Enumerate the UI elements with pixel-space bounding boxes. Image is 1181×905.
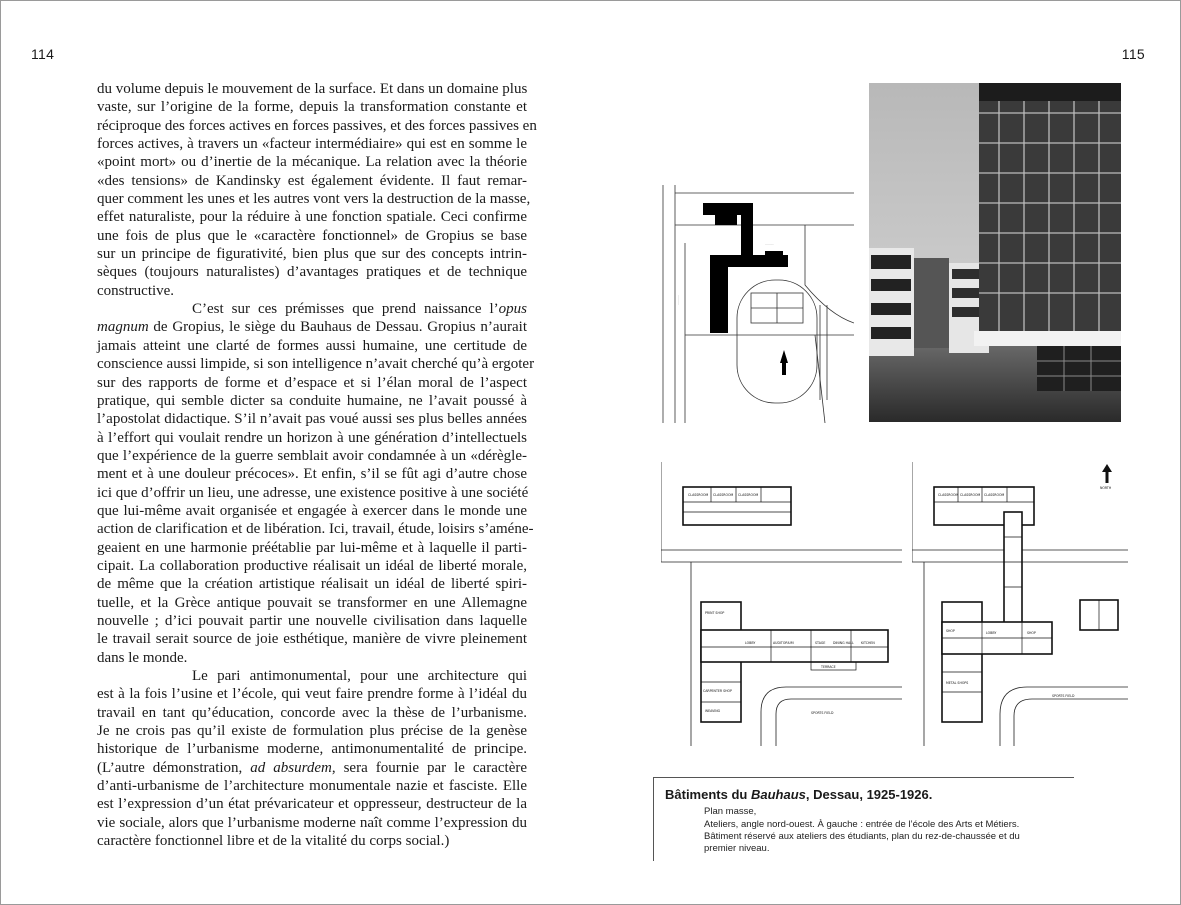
text-line: geaient en une harmonie préétablie par lui-même et à laquelle il parti- [97, 539, 527, 556]
plan-label: CLASSROOM [960, 493, 981, 497]
italic-run: ad absurdem [250, 759, 332, 776]
plan-label: KITCHEN [861, 641, 875, 645]
text-run: de Gropius, le siège du Bauhaus de Dessau. Gropius n’aurait [148, 319, 527, 336]
text-line: travail en tant qu’éducation, concorde avec la thèse de l’urbanisme. [97, 704, 527, 721]
text-line: vie sociale, alors que l’urbanisme moderne naît comme l’expression du [97, 814, 527, 831]
text-line: est à la fois l’usine et l’école, qui veut faire prendre forme à l’idéal du [97, 686, 527, 703]
plan-label: LOBBY [986, 631, 997, 635]
text-run: C’est sur ces prémisses que prend naissance l’ [192, 301, 499, 318]
north-label: NORTH [1100, 486, 1112, 490]
italic-run: magnum [97, 319, 149, 336]
plan-label: CLASSROOM [984, 493, 1005, 497]
text-line: réciproque des forces actives en forces passives, et des forces passives en [97, 117, 537, 134]
plan-label: METAL SHOPS [946, 681, 969, 685]
plan-label: STAGE [815, 641, 826, 645]
first-floor-plan [912, 462, 1128, 746]
text-line: effet naturaliste, pour la réduire à une fonction spatiale. Ceci confirme [97, 209, 527, 226]
italic-run: opus [498, 301, 527, 318]
text-line: sèques (toujours naturalistes) d’avantages pratiques et de technique [97, 264, 527, 281]
text-line: forces actives, à travers un «facteur intermédiaire» qui est en somme le [97, 136, 527, 153]
text-line: pratique, qui semble dicter sa conduite humaine, ne l’avait poussé à [97, 392, 527, 409]
text-line: quer comment les unes et les autres vont vers la destruction de la masse, [97, 191, 531, 208]
paragraph-2 [97, 300, 535, 667]
text-line: à l’effort qui voulait rendre un horizon à une génération d’intellectuels [97, 429, 527, 446]
text-line: sur des rapports de forme et d’espace et si l’élan moral de l’aspect [97, 374, 527, 391]
text-line: dans le monde. [97, 649, 188, 666]
caption-title-prefix: Bâtiments du [665, 787, 751, 802]
sports-field-label: SPORTS FIELD [1052, 694, 1075, 698]
text-line: du volume depuis le mouvement de la surface. Et dans un domaine plus [97, 81, 528, 97]
plan-label: TERRACE [821, 665, 836, 669]
text-line: que l’expérience de la guerre semblait avoir condamnée à un «dérègle- [97, 447, 527, 464]
text-line: que lui-même avait organisée et engagée à exercer dans le monde une [97, 502, 527, 519]
ground-floor-plan [661, 462, 902, 746]
plan-label: CLASSROOM [738, 493, 759, 497]
paragraph-1 [97, 80, 537, 300]
plan-label: DINING HALL [833, 641, 854, 645]
text-line: d’anti-urbanisme de l’architecture monumentale nazie et fasciste. Elle [97, 778, 527, 795]
text-line: est l’expression d’un état prévaricateur et oppresseur, destructeur de la [97, 796, 527, 813]
caption-title-italic: Bauhaus [750, 787, 806, 802]
text-line: vaste, sur l’origine de la forme, depuis la transformation constante et [97, 99, 527, 116]
text-line: constructive. [97, 282, 175, 299]
text-line: caractère fonctionnel libre et de la vitalité du corps social.) [97, 833, 450, 850]
page-number-right: 115 [1121, 46, 1145, 62]
plan-label: WEAVING [705, 709, 721, 713]
text-line: Je ne crois pas qu’il existe de formulation plus précise de la genèse [97, 723, 527, 740]
caption-title [665, 787, 932, 802]
text-line: jamais atteint une clarté de formes aussi humaine, une certitude de [97, 337, 527, 354]
ground-plan-drawing [661, 462, 902, 746]
text-line: historique de l’urbanisme moderne, antimonumentalité de principe. [97, 741, 527, 758]
text-line [97, 300, 527, 318]
plan-label: LOBBY [745, 641, 756, 645]
plan-label: CLASSROOM [713, 493, 734, 497]
page-number-left: 114 [31, 46, 55, 62]
text-line: conscience aussi limpide, si son intelligence n’avait cherché qu’à ergoter [97, 356, 535, 373]
workshop-photo [869, 83, 1121, 422]
text-line: ment et à une douleur précoces». Et enfin, s’il se fût agi d’autre chose [97, 466, 527, 483]
site-plan-figure [655, 185, 854, 423]
caption-lines [704, 806, 1049, 855]
photo-drawing [869, 83, 1121, 422]
plan-label: PRINT SHOP [705, 611, 725, 615]
text-line: tuelle, et la Grèce antique pouvait se transformer en une Allemagne [97, 594, 527, 611]
svg-text:·········: ········· [765, 242, 774, 246]
caption-line: Bâtiment réservé aux ateliers des étudiants, plan du rez-de-chaussée et du premier niveau. [704, 831, 1020, 854]
text-run: (L’autre démonstration, [97, 759, 251, 776]
text-line: l’apostolat didactique. S’il n’avait pas voué aussi ses plus belles années [97, 411, 527, 428]
text-line: ici que d’offrir un lieu, une adresse, une existence positive à une société [97, 484, 529, 501]
text-line: Le pari antimonumental, pour une architecture qui [192, 668, 527, 684]
plan-label: SHOP [1027, 631, 1036, 635]
text-line: cipait. La collaboration productive réalisait un idéal de liberté morale, [97, 557, 527, 574]
text-line: nouvelle ; d’ici pouvait partir une nouvelle civilisation dans laquelle [97, 612, 527, 629]
plan-label: CLASSROOM [688, 493, 709, 497]
text-line: sur un principe de figurativité, bien plus que sur des concepts intrin- [97, 246, 527, 263]
paragraph-3 [97, 667, 527, 850]
site-plan-drawing [655, 185, 854, 423]
caption-line: Plan masse, [704, 806, 757, 817]
text-line [97, 318, 527, 336]
plan-label: AUDITORIUM [773, 641, 794, 645]
first-plan-drawing [912, 462, 1128, 746]
body-text [97, 80, 537, 850]
plan-label: SHOP [946, 629, 955, 633]
text-line [97, 759, 527, 777]
caption-title-suffix: , Dessau, 1925-1926. [805, 787, 933, 802]
svg-text:··········: ·········· [676, 295, 680, 305]
plan-label: CARPENTER SHOP [703, 689, 732, 693]
text-run: , sera fournie par le caractère [331, 759, 528, 776]
text-line: «point mort» ou d’inertie de la mécanique. La relation avec la théorie [97, 154, 527, 171]
caption-line: Ateliers, angle nord-ouest. À gauche : entrée de l’école des Arts et Métiers. [704, 818, 1020, 830]
text-line: le travail serait source de joie esthétique, manière de vivre pleinement [97, 631, 527, 648]
sports-field-label: SPORTS FIELD [811, 711, 834, 715]
text-line: action de clarification et de libération. Ici, travail, étude, loisirs s’améne- [97, 521, 534, 538]
figure-caption [653, 777, 1074, 861]
text-line: une fois de plus que le «caractère fonctionnel» de Gropius se base [97, 227, 527, 244]
text-line: de même que la création artistique réalisait un idéal de liberté spiri- [97, 576, 527, 593]
text-line: «des tensions» de Kandinsky est également évidente. Il faut remar- [97, 172, 527, 189]
plan-label: CLASSROOM [938, 493, 959, 497]
